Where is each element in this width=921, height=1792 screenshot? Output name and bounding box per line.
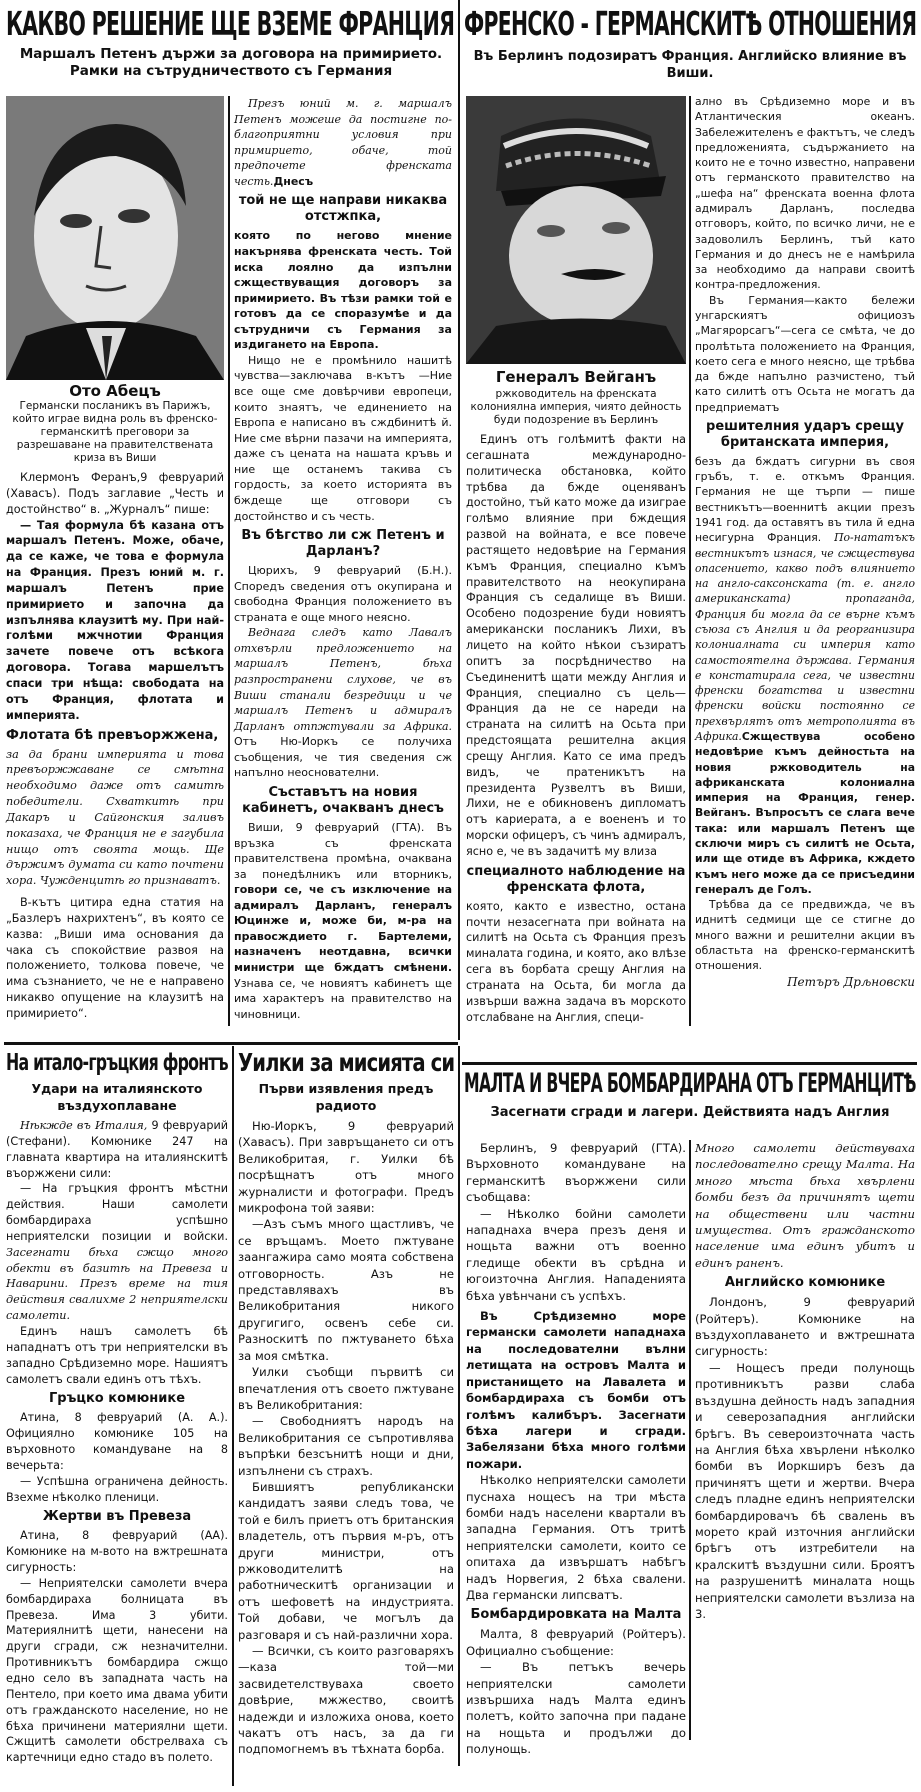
right-article-col2 — [695, 94, 915, 991]
paragraph: Цюрихъ, 9 февруарий (Б.Н.). Споредъ сведения отъ окупирана и свободна Франция положението въ страната е още много неясно. — [234, 564, 452, 624]
paragraph: Трѣбва да се предвижда, че въ иднитѣ седмици ще се стигне до много важни и решителни акции въ областьта на френско-германскитѣ отношения. — [695, 898, 915, 973]
malta-col2 — [695, 1140, 915, 1622]
bold-text: Сжществува особено недовѣрие къмъ дейностьта на новия ржководитель на африканската колониална империя на Франция, генер. Вейганъ. Въпросътъ се слага вече така: или маршалъ Петенъ ще сключи миръ съ силитѣ не Осьта, или ще отиде въ Африка, кждето къмъ него може да се присъедини генералъ де Голъ. — [695, 729, 915, 896]
paragraph: Атина, 8 февруарий (А. А.). Официялно комюнике 105 на върховното командуване на 8 вечерьта: — [6, 1411, 228, 1472]
paragraph: Берлинъ, 9 февруарий (ГТА). Върховното командуване на германскитѣ въоржжени сили съобщава: — [466, 1141, 686, 1205]
paragraph: — Успѣшна ограничена дейность. Взехме нѣколко пленици. — [6, 1474, 228, 1504]
paragraph: — Тая формула бѣ казана отъ маршалъ Петенъ. Може, обаче, да се каже, че това е формула на Франция. Презъ юний м. г. маршалъ Петенъ прие примирието и започна да изпълнява клаузитѣ му. При най-голѣми мжчнотии Франция зачете повече отъ всѣкога договора. Тогава маршелътъ спаси три нѣща: свободата на отъ Франция, флотата и империята. — [6, 518, 224, 722]
subhead-cabinet: Съставътъ на новия кабинетъ, очакванъ днесъ — [242, 784, 444, 816]
headline-france-decision: КАКВО РЕШЕНИЕ ЩЕ ВЗЕМЕ ФРАНЦИЯ — [6, 4, 455, 43]
text-tail: Отъ Ню-Иоркъ се получиха съобщения, че тия сведения сж напълно неоснователни. — [234, 735, 452, 780]
page-center-rule — [458, 0, 460, 1040]
photo-otto-abetz — [6, 96, 224, 380]
willkie-body — [238, 1118, 454, 1758]
paragraph: Единъ нашъ самолетъ бѣ нападнатъ отъ три неприятелски въ западно Срѣдиземно море. Нашиятъ самолетъ свали единъ отъ тѣхъ. — [6, 1324, 228, 1386]
signature: Петъръ Дрљновски — [787, 975, 915, 990]
photo-name-abetz: Ото Абецъ — [69, 382, 161, 400]
paragraph-bold: която по негово мнение накърнява френската честь. Той иска лоялно да изпълни сжществуващия договоръ за примирието. Въ тѣзи рамки той е готовъ да се споразумѣе и да сътрудничи съ Германия за издигането на Европа. — [234, 229, 452, 352]
right-article-col1 — [466, 432, 686, 1026]
paragraph-italic — [234, 625, 452, 781]
subhead-flight: Въ бѣгство ли сж Петенъ и Дарланъ? — [241, 528, 445, 560]
headline-willkie: Уилки за мисията си — [238, 1048, 455, 1077]
text: Виши, 9 февруарий (ГТА). Въ връзка съ френската правителствена промѣна, очаквана за понедѣлникъ или вторникъ, — [234, 820, 452, 881]
bold-lead: Флотата бѣ превъоржжена, — [6, 727, 219, 743]
paragraph: Въ Германия—както бележи унгарскиятъ официозъ „Магярорсагъ“—сега се смѣта, че до пролѣтьта положението на Франция, което сега е много неясно, ще трѣбва да бжде напълно разчистено, тъй като силитѣ отъ Осьта не могатъ да предприематъ — [695, 293, 915, 414]
paragraph-bold: Единъ отъ голѣмитѣ факти на сегашната международно-политическа обстановка, който трѣбва да бжде оценяванъ достойно, тъй като може да изиграе голѣмо влияние при бждещия развой на войната, е все повече растящето недовѣрие на Германия къмъ Франция, специално къмъ правителството на неокупирана Франция съ седалище въ Виши. Особено подозрение буди новиятъ американски посланикъ Лихи, въ лицето на който нѣкои съзиратъ опитъ за посрѣдничество на Съединенитѣ щати между Англия и Франция, специално съ цель—Франция да не се нареди на страната на силитѣ на Осьта при предстоящата решителна акция срещу Англия. Като се има предъ видъ, че пратеникътъ на президента Рузвелтъ въ Виши, Лихи, не е обикновенъ дипломатъ отъ кариерата, а е воененъ и то морски офицеръ, съ чинъ адмиралъ, ясно е, че въ задачитѣ му влиза — [466, 433, 686, 858]
paragraph: Нѣколко неприятелски самолети пуснаха нощесъ на три мѣста бомби надъ населени квартали въ западна Германия. Отъ тритѣ неприятелски самолети, които се опитаха да извършатъ набѣгъ надъ Норвегия, 2 бѣха свалени. Два германски липсватъ. — [466, 1473, 686, 1602]
text: 9 февруарий (Стефани). Комюнике 247 на главната квартира на италиянскитѣ въоржжени сили: — [6, 1119, 229, 1180]
headline-franco-german: ФРЕНСКО - ГЕРМАНСКИТѢ ОТНОШЕНИЯ — [464, 4, 917, 43]
column-rule — [228, 96, 230, 1026]
paragraph-italic: Много самолети действуваха последователно срещу Малта. На много мѣста бѣха хвърлени бомби безъ да причинятъ щети на обществени или частни имущества. Отъ гражданското население има единъ убитъ и единъ раненъ. — [695, 1141, 915, 1270]
photo-caption-abetz: Германски посланикъ въ Парижъ, който играе видна роль въ френско-германскитѣ преговори за разрешаване на правителствената криза въ Виши — [12, 400, 218, 464]
italo-greek-body — [6, 1118, 228, 1766]
paragraph: Бившиятъ републикански кандидатъ заяви следъ това, че той е билъ приетъ отъ британския владетель, отъ първия м-ръ, отъ други министри, отъ ржководителитѣ на работническитѣ организации и отъ шефоветѣ на индустрията. Той добави, че могълъ да разговаря и съ най-различни хора. — [238, 1479, 454, 1642]
text: — На гръцкия фронтъ мѣстни действия. Наши самолети бомбардираха успѣшно неприятелски позиции и войски. — [6, 1182, 228, 1243]
subhead-malta-bombing: Бомбардировката на Малта — [470, 1607, 682, 1623]
bold-lead: решителния ударъ срещу британската империя, — [706, 418, 904, 450]
paragraph: Лондонъ, 9 февруарий (Ройтеръ). Комюнике на въздухоплаването и вжтрешната сигурность: — [695, 1295, 915, 1359]
bold-text: говори се, че съ изключение на адмиралъ Дарланъ, генералъ Юцинже и, може би, м-ра на правосждието г. Бартелеми, назначенъ неотдавна, всички министри ще бждатъ смѣнени. — [234, 883, 452, 974]
paragraph: ално въ Срѣдиземно море и въ Атлантическия океанъ. Забележителенъ е фактътъ, че следъ предложенията, съдържанието на които не е точно известно, направени отъ германското правителство на „шефа на“ френската военна флота адмиралъ Дарланъ, последва отговоръ, който, по всичко личи, не е задоволилъ Берлинъ, тъй като Германия и до днесъ не е намѣрила за необходимо да направи своитѣ контра-предложения. — [695, 95, 915, 292]
paragraph: — Неприятелски самолети вчера бомбардираха болницата въ Превеза. Има 3 убити. Материялнитѣ щети, нанесени на други сгради, сж незначителни. Противникътъ бомбардира сжщо едно село въ западната часть на Пентело, при което има двама убити отъ гражданското население, но не бѣха причинени материялни щети. Сжщитѣ самолети обстрелваха съ картечници едно стадо въ полето. — [6, 1576, 228, 1765]
paragraph-italic — [234, 96, 452, 189]
section-rule — [462, 1062, 917, 1065]
text: безъ да бждатъ сигурни въ своя гръбъ, т. е. откъмъ Франция. Германия не ще търпи — пише вестникътъ—военнитѣ акции презъ 1941 год. да оставятъ въ тила й една несигурна Франция. — [695, 454, 915, 545]
left-article-col1 — [6, 470, 224, 1022]
subhead-english-communique: Английско комюнике — [724, 1275, 886, 1291]
text-tail: Днесъ — [273, 174, 314, 188]
paragraph: която, както е известно, остана почти незасегната при войната на силитѣ на Осьта съ Франция презъ миналата година, и която, ако влѣзе сега въ борбата срещу Англия на страната на Осьта, би могла да извърши важна задача въ морското отслабване на Англия, специ- — [466, 899, 686, 1024]
left-article-col2 — [234, 96, 452, 1022]
subhead-greek-communique: Гръцко комюнике — [48, 1391, 186, 1407]
paragraph: Клермонъ Феранъ,9 февруарий (Хавасъ). Подъ заглавие „Честь и достойнство“ в. „Журналъ“ пише: — [6, 471, 224, 516]
paragraph: Малта, 8 февруарий (Ройтеръ). Официално съобщение: — [466, 1627, 686, 1658]
paragraph: В-кътъ цитира една статия на „Базлеръ нахрихтенъ“, въ която се казва: „Виши има основания да чака съ спокойствие развоя на положението, толкова повече, че има съзнанието, че не е направено никакво опущение на клаузитѣ на примирието“. — [6, 896, 224, 1020]
italic-text: По-нататъкъ вестникътъ изнася, че сжществува опасението, какво подъ влиянието на англо-саксонската (т. е. англо американската) пропаганда, Франция би могла да се върне къмъ съюза съ Англия и да реорганизира колониалната си империя като самостоятелна държава. Германия е констатирала сега, че известни френски богатства и известни френски войски постоянно се прехвърлятъ отъ метрополията въ Африка. — [695, 531, 916, 743]
italic-text: Презъ юний м. г. маршалъ Петенъ можеше да постигне по-благоприятни условия при примирието, обаче, той предпочете френската честь. — [234, 97, 452, 188]
paragraph: — Свободниятъ народъ на Великобритания се съпротивлява въпрѣки безсънитѣ нощи и дни, изпълнени съ страхъ. — [238, 1414, 454, 1478]
text-tail: Узнава се, че новиятъ кабинетъ ще има характеръ на правителство на чиновници. — [234, 976, 452, 1021]
subheadline-petain: Маршалъ Петенъ държи за договора на примирието. Рамки на сътрудничеството съ Германия — [19, 46, 443, 79]
paragraph: —Азъ съмъ много щастливъ, че се връщамъ. Моето пжтуване заангажира само моята собствена отговорность. Азъ не представлявахъ въ Великобритания никого другигиго, освенъ себе си. Разноскитѣ по пжтуването бѣха за моя смѣтка. — [238, 1217, 454, 1363]
section-rule — [4, 1042, 458, 1045]
headline-malta: МАЛТА И ВЧЕРА БОМБАРДИРАНА ОТЪ ГЕРМАНЦИТѢ — [464, 1068, 916, 1099]
paragraph-italic: за да брани империята и това превъоржжаване се смѣтна необходимо даже отъ самитѣ победители. Схваткитѣ при Дакаръ и Сайгонския заливъ показаха, че Франция не е загубила нищо отъ своята мощь. Ще държимъ думата си като почтени хора. Чужденцитѣ го признаватъ. — [6, 747, 224, 888]
subheadline-berlin: Въ Берлинъ подозиратъ Франция. Английско влияние въ Виши. — [473, 49, 907, 81]
photo-weygand — [466, 96, 686, 364]
paragraph: Нищо не е промѣнило нашитѣ чувства—заключава в-кътъ —Ние все още сме довѣрчиви европеци, които знаятъ, че единението на Европа е написано въ сждбинитѣ й. Ние сме вѣрни пазачи на империята, даже съ цената на нашата кръвь и ние ще останемъ такива съ гордость, за което историята въ бждеще ще отговори съ достойнство и съ честь. — [234, 353, 452, 523]
subhead-preveza: Жертви въ Превеза — [42, 1509, 192, 1525]
photo-caption-weygand: ржководитель на френската колониялна империя, чиято дейность буди подозрение въ Берлинъ — [470, 388, 682, 426]
paragraph — [695, 454, 915, 897]
bold-lead: той не ще направи никаква отстжпка, — [238, 193, 448, 225]
paragraph: Атина, 8 февруарий (АА). Комюнике на м-вото на вжтрешната сигурность: — [6, 1529, 228, 1575]
paragraph: Ню-Иоркъ, 9 февруарий (Хавасъ). При завръщането си отъ Великобритая, г. Уилки бѣ посрѣщнатъ отъ много журналисти и фотографи. Предъ микрофона той заяви: — [238, 1119, 454, 1216]
column-rule — [689, 96, 691, 1026]
subheadline-italian-air: Удари на италиянското въздухоплаване — [31, 1081, 203, 1113]
column-rule — [689, 1140, 691, 1740]
column-rule — [458, 1046, 460, 1766]
paragraph — [234, 820, 452, 1022]
paragraph: — Нощесъ преди полунощь противникътъ разви слаба въздушна дейность надъ западния и северозападния английски брѣгъ. Въ североизточната часть на Англия бѣха хвърлени нѣколко бомби въ Иоркширъ безъ да причинятъ щети и жертви. Вчера следъ пладне единъ неприятелски бомбардировачъ бѣ свалень въ морето край източния английски брѣгъ отъ изтребители на кралскитѣ въздушни сили. Броятъ на разрушенитѣ миналата нощь неприятелски самолети възлиза на 3. — [695, 1360, 915, 1621]
paragraph: Уилки съобщи първитѣ си впечатления отъ своето пжтуване въ Великобритания: — [238, 1365, 454, 1412]
malta-col1 — [466, 1140, 686, 1758]
column-rule — [232, 1046, 234, 1786]
bold-lead: специалното наблюдение на френската флота, — [466, 863, 686, 895]
headline-italo-greek: На итало-гръцкия фронтъ — [6, 1050, 228, 1076]
paragraph-bold: Въ Срѣдиземно море германски самолети нападнаха на последователни вълни летищата на островъ Малта и пристанището на Лавалета и бомбардираха съ бомби отъ голѣмъ калибъръ. Засегнати бѣха лагери и сгради. Забелязани бѣха много голѣми пожари. — [466, 1309, 686, 1471]
italic-text: Засегнати бѣха сжщо много обекти въ базитѣ на Превеза и Наварини. Презъ време на тия действия свалихме 2 неприятелски самолети. — [6, 1245, 228, 1323]
paragraph — [6, 1181, 228, 1324]
italic-text: Нѣкжде въ Италия, — [20, 1119, 148, 1132]
subheadline-malta: Засегнати сгради и лагери. Действията надъ Англия — [490, 1105, 890, 1120]
photo-name-weygand: Генералъ Вейганъ — [495, 368, 657, 386]
paragraph — [6, 1118, 228, 1181]
italic-text: Веднага следъ като Лавалъ отхвърли предложението на маршалъ Петенъ, бѣха разпространени слухове, че въ Виши станали безредици и че маршалъ Петенъ и адмиралъ Дарланъ отпжтували за Африка. — [234, 626, 452, 733]
subheadline-radio: Първи изявления предъ радиото — [258, 1081, 434, 1113]
paragraph: — Нѣколко бойни самолети нападнаха вчера презъ деня и нощьта важни отъ военно гледище обекти въ срѣдна и югоизточна Англия. Нападенията бѣха увѣнчани съ успѣхъ. — [466, 1206, 686, 1303]
paragraph: — Всички, съ които разговаряхъ—каза той—ми засвидетелствуваха своето довѣрие, мжжество, своитѣ надежди и изложиха онова, което чакатъ отъ насъ, за да ги подпомогнемъ въ тѣхната борба. — [238, 1644, 454, 1757]
paragraph: — Въ петъкъ вечерь неприятелски самолети извършиха надъ Малта единъ полетъ, който започна при падане на нощьта и продължи до полунощь. — [466, 1660, 686, 1757]
